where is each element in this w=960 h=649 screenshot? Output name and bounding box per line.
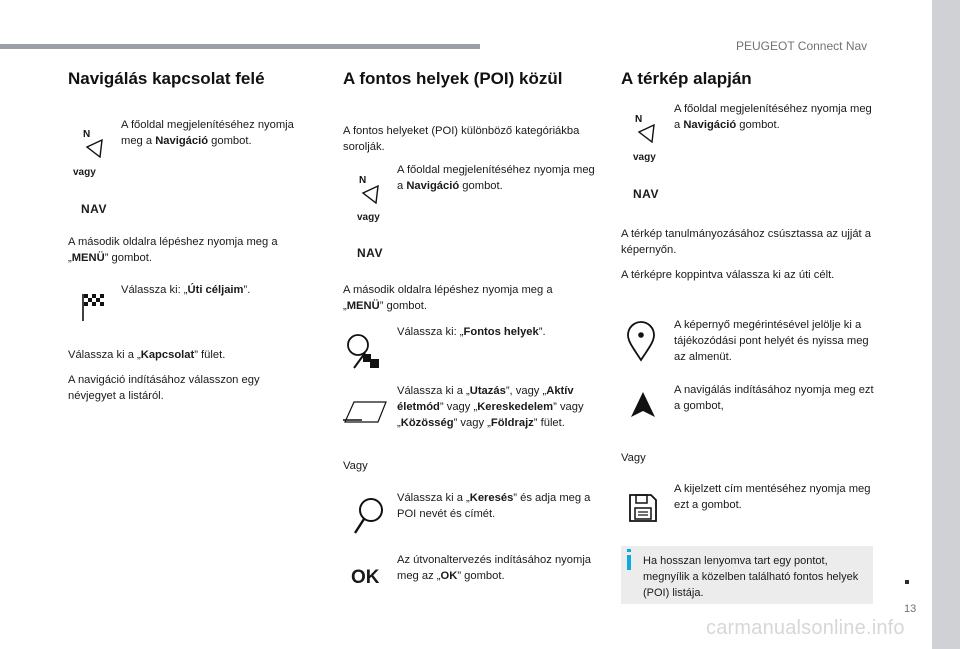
- or-label: Vagy: [621, 452, 646, 464]
- tap-map-text: A térképre koppintva válassza ki az úti célt.: [621, 269, 835, 281]
- start-navigation-text: A navigálás indításához nyomja meg ezt a gombot,: [674, 384, 874, 412]
- ok-button[interactable]: OK: [351, 567, 380, 588]
- navigation-arrow-icon: [82, 128, 104, 158]
- search-instruction: Válassza ki a „Keresés” és adja meg a POI nevét és címét.: [397, 492, 591, 520]
- page-marker: [905, 580, 909, 584]
- navigation-arrow-icon: [634, 113, 656, 143]
- location-pin-icon: [625, 320, 657, 362]
- section-title-poi: A fontos helyek (POI) közül: [343, 69, 563, 88]
- nav-button[interactable]: NAV: [357, 246, 383, 260]
- start-navigation-text: A navigáció indításához válasszon egy névjegyet a listáról.: [68, 374, 260, 402]
- nav-instruction: A főoldal megjelenítéséhez nyomja meg a Navigáció gombot.: [674, 103, 872, 131]
- ok-instruction: Az útvonaltervezés indításához nyomja meg az „OK” gombot.: [397, 554, 592, 582]
- svg-text:N: N: [83, 129, 91, 140]
- svg-text:N: N: [359, 175, 367, 186]
- nav-instruction: A főoldal megjelenítéséhez nyomja meg a Navigáció gombot.: [397, 164, 595, 192]
- navigation-arrow-icon: [358, 174, 380, 204]
- footer-watermark: carmanualsonline.info: [706, 617, 905, 639]
- nav-instruction: A főoldal megjelenítéséhez nyomja meg a Navigáció gombot.: [121, 119, 294, 147]
- or-label: vagy: [633, 152, 656, 163]
- category-instruction: Válassza ki a „Utazás”, vagy „Aktív életmód” vagy „Kereskedelem” vagy „Közösség” vagy „Földrajz” fület.: [397, 385, 584, 429]
- destinations-instruction: Válassza ki: „Úti céljaim”.: [121, 284, 251, 296]
- brand-header: PEUGEOT Connect Nav: [736, 39, 868, 53]
- start-navigation-icon: [629, 390, 657, 420]
- info-icon: [627, 555, 631, 570]
- section-title-connection: Navigálás kapcsolat felé: [68, 69, 265, 88]
- or-label: Vagy: [343, 460, 368, 472]
- mark-location-text: A képernyő megérintésével jelölje ki a tájékozódási pont helyét és nyissa meg az almenüt.: [674, 319, 869, 363]
- save-address-text: A kijelzett cím mentéséhez nyomja meg ezt a gombot.: [674, 483, 871, 511]
- magnifier-icon: [352, 497, 384, 535]
- category-icon: [342, 400, 388, 426]
- page-number: 13: [904, 603, 917, 615]
- or-label: vagy: [73, 167, 96, 178]
- checkered-flag-icon: [81, 292, 107, 322]
- top-bar: [0, 44, 480, 49]
- poi-search-icon: [345, 332, 381, 370]
- info-text: Ha hosszan lenyomva tart egy pontot, megnyílik a közelben található fontos helyek (POI) listája.: [643, 555, 859, 599]
- menu-instruction: A második oldalra lépéshez nyomja meg a „MENÜ” gombot.: [343, 284, 553, 312]
- poi-intro: A fontos helyeket (POI) különböző kategóriákba sorolják.: [343, 125, 580, 153]
- nav-button[interactable]: NAV: [633, 187, 659, 201]
- poi-select-instruction: Válassza ki: „Fontos helyek”.: [397, 326, 546, 338]
- explore-map-text: A térkép tanulmányozásához csúsztassa az ujját a képernyőn.: [621, 228, 871, 256]
- side-strip: [932, 0, 960, 649]
- save-icon: [627, 492, 659, 524]
- section-title-map: A térkép alapján: [621, 69, 752, 88]
- nav-button[interactable]: NAV: [81, 202, 107, 216]
- connection-tab-instruction: Válassza ki a „Kapcsolat” fület.: [68, 349, 226, 361]
- or-label: vagy: [357, 212, 380, 223]
- svg-text:N: N: [635, 114, 643, 125]
- menu-instruction: A második oldalra lépéshez nyomja meg a „MENÜ” gombot.: [68, 236, 278, 264]
- info-box: [621, 546, 873, 604]
